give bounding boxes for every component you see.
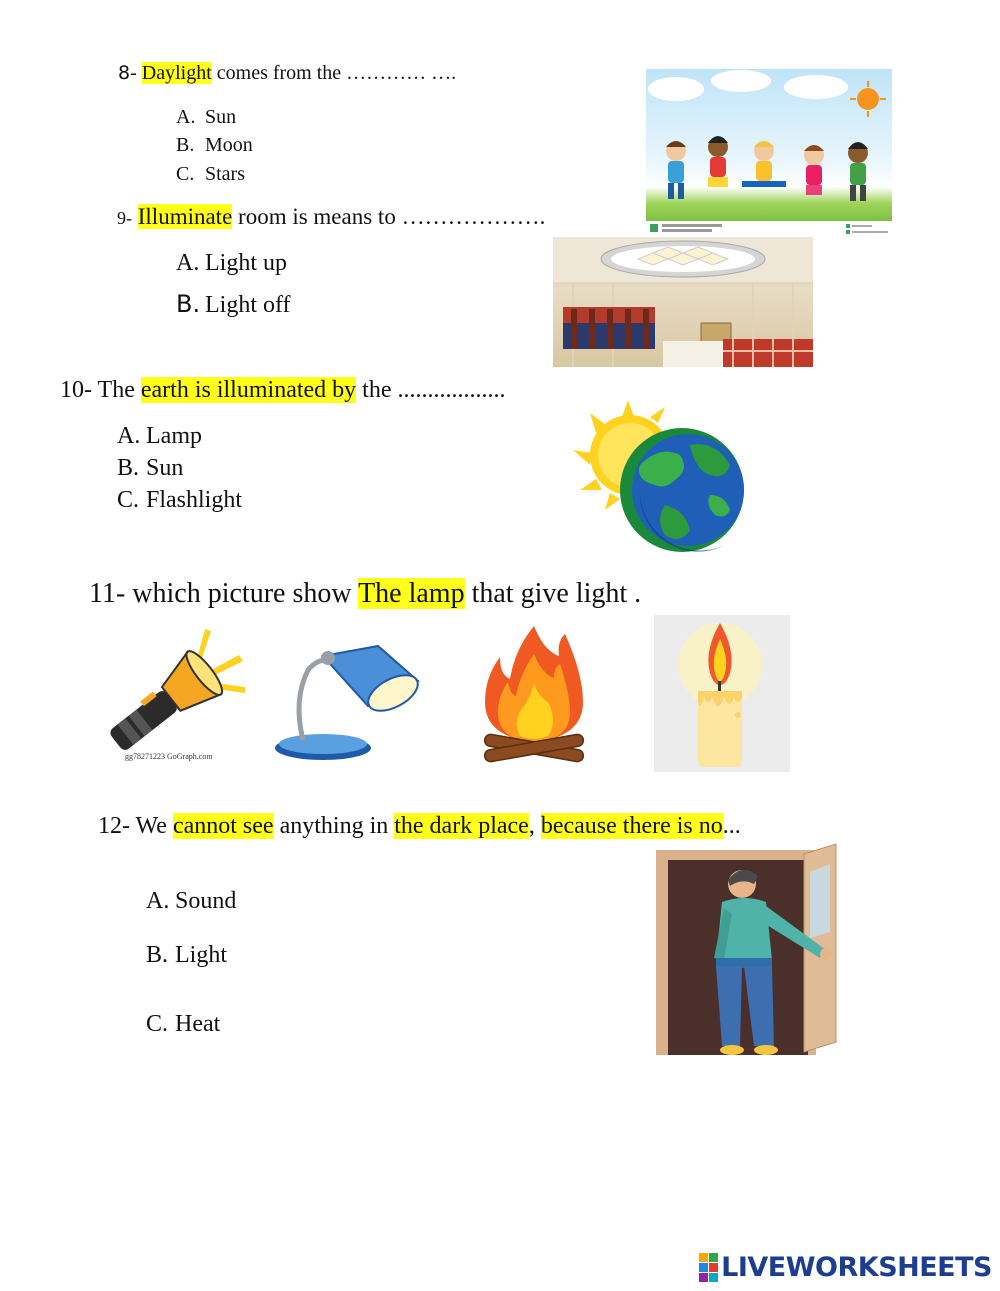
option-a[interactable] — [176, 106, 236, 129]
option-c[interactable] — [146, 1011, 220, 1038]
question-text: room is means to ………………. — [232, 204, 546, 229]
question-number: 8 — [118, 62, 131, 84]
highlighted-text: cannot see — [172, 813, 274, 839]
option-label: A. — [176, 106, 196, 128]
highlighted-text: the dark place — [394, 813, 529, 839]
liveworksheets-logo — [699, 1252, 992, 1283]
question-9 — [117, 204, 545, 230]
question-text: anything in — [273, 813, 395, 839]
question-11 — [89, 578, 641, 610]
option-label: C. — [146, 1011, 169, 1037]
option-text: Light — [175, 942, 227, 968]
flashlight-picture[interactable] — [97, 625, 247, 765]
option-b[interactable] — [146, 942, 227, 969]
question-text: the .................. — [356, 377, 506, 403]
option-label: B. — [176, 134, 195, 156]
question-text: 11- which picture show — [89, 578, 359, 609]
highlighted-text: The lamp — [358, 578, 465, 609]
question-8 — [118, 62, 456, 85]
option-text: Heat — [175, 1011, 221, 1037]
option-label: C. — [176, 163, 195, 185]
option-text: Light off — [205, 292, 291, 318]
option-c[interactable] — [117, 487, 242, 514]
question-text: , — [528, 813, 541, 839]
option-c[interactable] — [176, 163, 245, 186]
option-a[interactable] — [176, 250, 287, 277]
option-text: Light up — [205, 250, 287, 276]
option-label: C. — [117, 487, 140, 513]
option-label: A. — [117, 423, 141, 449]
option-label: A. — [146, 888, 170, 914]
option-a[interactable] — [146, 888, 236, 915]
option-a[interactable] — [117, 423, 202, 450]
logo-text: LIVEWORKSHEETS — [721, 1252, 992, 1283]
option-text: Moon — [205, 134, 253, 156]
dark-room-door-image — [656, 842, 841, 1057]
room-ceiling-light-image — [553, 237, 813, 367]
question-10 — [60, 377, 506, 404]
fire-picture[interactable] — [474, 624, 594, 766]
option-text: Sound — [175, 888, 237, 914]
question-text: 10- The — [60, 377, 141, 403]
option-text: Lamp — [146, 423, 202, 449]
option-text: Sun — [205, 106, 237, 128]
desk-lamp-picture[interactable] — [268, 636, 423, 766]
highlighted-text: Daylight — [141, 62, 212, 84]
option-text: Sun — [146, 455, 184, 481]
flashlight-caption: gg78271223 GoGraph.com — [125, 752, 213, 761]
kids-jumping-image — [646, 69, 892, 237]
option-label: A. — [176, 250, 200, 276]
option-text: Flashlight — [146, 487, 243, 513]
option-label: B. — [117, 455, 140, 481]
question-text: comes from the ………… …. — [211, 62, 457, 84]
question-text: ... — [722, 813, 741, 839]
option-label: B. — [176, 290, 201, 318]
option-b[interactable] — [176, 134, 253, 157]
option-b[interactable] — [117, 455, 183, 482]
question-separator: - — [130, 62, 142, 84]
option-text: Stars — [205, 163, 245, 185]
question-text: that give light . — [464, 578, 642, 609]
highlighted-text: Illuminate — [137, 204, 233, 229]
logo-icon — [699, 1253, 718, 1282]
candle-picture[interactable] — [654, 615, 790, 772]
sun-earth-image — [570, 395, 755, 560]
question-number: 9- — [117, 208, 132, 228]
option-label: B. — [146, 942, 169, 968]
question-text: 12- We — [98, 813, 173, 839]
highlighted-text: earth is illuminated by — [140, 377, 357, 403]
question-12 — [98, 813, 741, 840]
highlighted-text: because there is no — [540, 813, 723, 839]
option-b[interactable] — [176, 290, 291, 319]
